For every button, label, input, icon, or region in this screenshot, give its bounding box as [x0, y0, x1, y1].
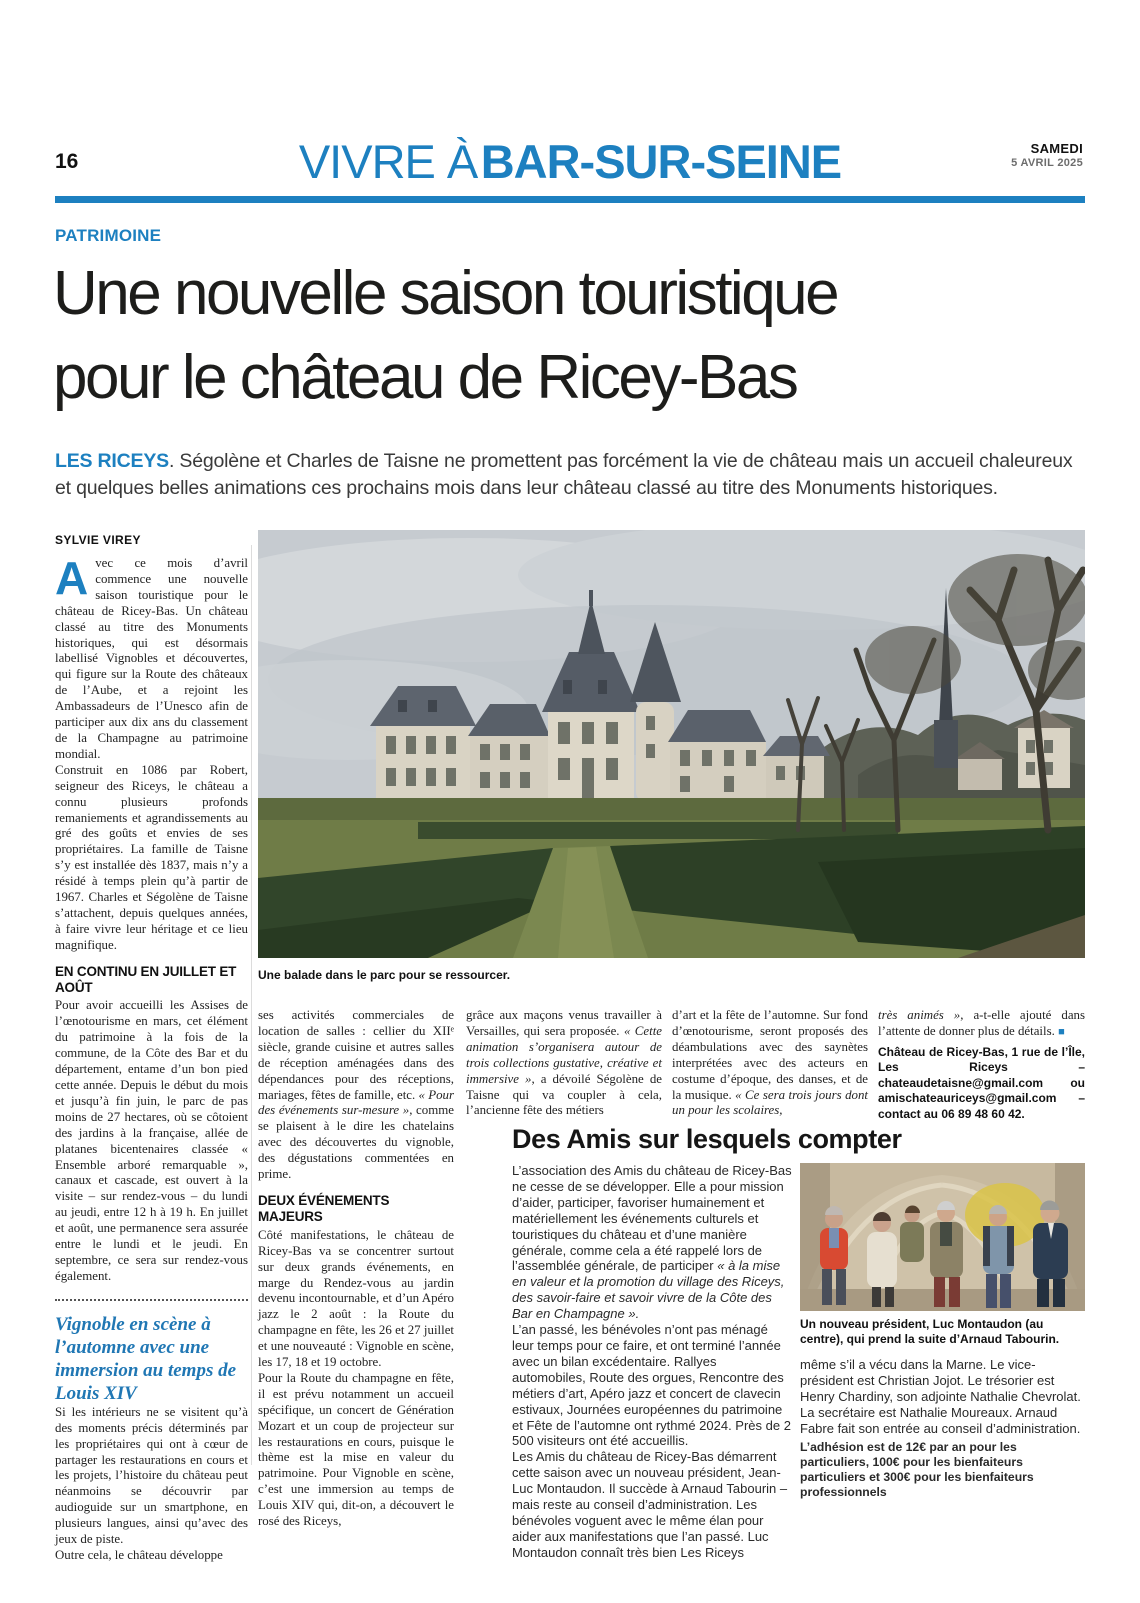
- article-column-1: [55, 552, 248, 1564]
- paragraph-text: d’art et la fête de l’automne. Sur fond d’œnotourisme, seront proposés des déambulations avec des saynètes interprétées avec des acteurs en costume d’époque, des danses, et de la musique.: [672, 1008, 868, 1102]
- paragraph: [672, 1008, 868, 1119]
- headline: [53, 252, 837, 420]
- subhead-en-continu: EN CONTINU EN JUILLET ET AOÛT: [55, 963, 237, 995]
- date-block: [1011, 141, 1083, 171]
- paragraph-text: ses activités commerciales de location de salles : cellier du XIIᵉ siècle, grande cuisine et autres salles de réception aménagées dans des dépendances pour des réceptions, mariages, fêtes de famille, etc.: [258, 1008, 454, 1102]
- paragraph-text: , comme se plaisent à le dire les chatelains avec des découvertes du vignoble, des dégustations commentées en prime.: [258, 1103, 455, 1182]
- paragraph: [55, 552, 248, 763]
- paragraph: Côté manifestations, le château de Ricey-Bas va se concentrer surtout sur deux grands événements, en marge du Rendez-vous au jardin devenu incontournable, et d’un Apéro jazz le 2 août : la Route du champagne en fête, les 26 et 27 juillet et une nouveauté : Vignoble en scène, les 17, 18 et 19 octobre.: [258, 1227, 454, 1370]
- paragraph-text: , a dévoilé Ségolène de Taisne qui va coupler à cela, l’ancienne fête des métiers: [466, 1071, 662, 1118]
- paragraph: Construit en 1086 par Robert, seigneur des Riceys, le château a connu plusieurs profonds remaniements et agrandissements au gré des goûts et envies de ses propriétaires. La famille de Taisne s’y est installée dès 1837, mais n’y a résidé à temps plein qu’à partir de 1967. Charles et Ségolène de Taisne s’attachent, depuis quelques années, à faire vivre leur héritage et ce lieu magnifique.: [55, 762, 248, 952]
- byline: SYLVIE VIREY: [55, 533, 141, 547]
- standfirst-text: . Ségolène et Charles de Taisne ne promettent pas forcément la vie de château mais un accueil chaleureux et quelques belles animations ces prochains mois dans leur château classé au titre des Monuments historiques.: [55, 450, 1073, 499]
- drop-cap: A: [55, 552, 89, 604]
- paragraph: Si les intérieurs ne se visitent qu’à des moments précis déterminés par les propriétaires qui ont à cœur de partager les restaurations en cours et les projets, l’histoire du château peut néanmoins se découvrir par audioguide sur un smartphone, en plusieurs langues, ainsi qu’avec des jeux de piste.: [55, 1404, 248, 1547]
- amis-box-title: Des Amis sur lesquels compter: [512, 1124, 902, 1154]
- paragraph: Pour avoir accueilli les Assises de l’œnotourisme en mars, cet élément du patrimoine à la fois de la commune, de la Côte des Bar et du département, entame d’un bon pied cette année. Depuis le début du mois et jusqu’à fin juin, le parc de pas moins de 27 hectares, où se côtoient des jardins à la française, allée de platanes bicentenaires classée « Ensemble arboré remarquable », canaux et cascade, est ouvert à la visite – sur rendez-vous – du lundi au jeudi, entre 12 h à 19 h. En juillet et août, une permanence sera assurée entre le lundi et le jeudi. En septembre, ce sera sur rendez-vous également.: [55, 998, 248, 1283]
- standfirst: [55, 448, 1085, 501]
- contact-info: Château de Ricey-Bas, 1 rue de l’Île, Les Riceys – chateaudetaisne@gmail.com ou amischateauriceys@gmail.com – contact au 06 89 48 60 42.: [878, 1044, 1085, 1121]
- section-masthead: [0, 134, 1140, 189]
- article-column-2: [258, 1008, 454, 1530]
- paragraph: [878, 1008, 1085, 1041]
- chateau-photo-illustration: [258, 530, 1085, 958]
- page-number: 16: [55, 150, 79, 173]
- group-photo-caption: Un nouveau président, Luc Montaudon (au centre), qui prend la suite d’Arnaud Tabourin.: [800, 1317, 1060, 1346]
- masthead-bold: BAR-SUR-SEINE: [480, 135, 842, 188]
- quote-text: « Cette animation s’organisera autour de trois collections gustative, créative et immersive »: [466, 1023, 662, 1086]
- quote-text: « Ce sera trois jours dont un pour les scolaires,: [672, 1087, 868, 1118]
- subhead-deux-evenements: DEUX ÉVÉNEMENTS MAJEURS: [258, 1192, 390, 1224]
- headline-line-2: pour le château de Ricey-Bas: [53, 343, 797, 412]
- paragraph: même s’il a vécu dans la Marne. Le vice-président est Christian Jojot. Le trésorier est Henry Chardiny, son adjointe Nathalie Chevrolat. La secrétaire est Nathalie Moureaux. Arnaud Fabre fait son entrée au conseil d’administration.: [800, 1357, 1081, 1436]
- paragraph: Pour la Route du champagne en fête, il est prévu notamment un accueil spécifique, un concert de Génération Mozart et un coup de projecteur sur les restaurations en cours, puisque le thème est la mise en valeur du patrimoine. Pour Vignoble en scène, c’est une immersion au temps de Louis XIV qui, dit-on, a découvert le rosé des Riceys,: [258, 1370, 454, 1529]
- end-of-article-marker: ■: [1058, 1025, 1065, 1038]
- quote-text: « à la mise en valeur et la promotion du village des Riceys, des savoir-faire et savoir vivre de la Côte des Bar en Champagne ».: [512, 1258, 785, 1322]
- masthead-light: VIVRE À: [298, 135, 478, 188]
- membership-note: L’adhésion est de 12€ par an pour les particuliers, 100€ pour les bienfaiteurs particuliers et 300€ pour les bienfaiteurs professionnels: [800, 1439, 1034, 1500]
- amis-box: [512, 1124, 1085, 1561]
- paragraph: Outre cela, le château développe: [55, 1547, 223, 1562]
- paragraph: Les Amis du château de Ricey-Bas démarrent cette saison avec un nouveau président, Jean-Luc Montaudon. Il succède à Arnaud Tabourin – mais reste au conseil d’administration. Les bénévoles voguent avec le même élan pour aider aux manifestations que l’an passé. Luc Montaudon connaît très bien Les Riceys: [512, 1449, 788, 1560]
- article-column-4: [672, 1008, 868, 1119]
- crosshead-vignoble: Vignoble en scène à l’automne avec une immersion au temps de Louis XIV: [55, 1299, 248, 1405]
- quote-text: « Pour des événements sur-mesure »: [258, 1087, 454, 1118]
- date: 5 AVRIL 2025: [1011, 157, 1083, 169]
- paragraph-text: , a-t-elle ajouté dans l’attente de donner plus de détails.: [878, 1008, 1086, 1038]
- kicker: PATRIMOINE: [55, 226, 162, 245]
- paragraph-text: grâce aux maçons venus travailler à Versailles, qui sera proposée.: [466, 1008, 662, 1038]
- paragraph-text: vec ce mois d’avril commence une nouvelle saison touristique pour le château de Ricey-Bas. Un château classé au titre des Monuments historiques, qui est désormais labellisé Vignobles et découvertes, qui figure sur la Route des châteaux de l’Aube, et a rejoint les Ambassadeurs de l’Unesco afin de participer aux dix ans du classement de la Champagne au patrimoine mondial.: [55, 556, 248, 761]
- group-photo: [800, 1163, 1085, 1311]
- paragraph: [466, 1008, 662, 1119]
- section-rule: [55, 196, 1085, 203]
- amis-box-text-continued: [800, 1357, 1085, 1500]
- amis-box-right: [800, 1163, 1085, 1561]
- article-column-5: [878, 1008, 1085, 1122]
- column-rule: [251, 545, 252, 1465]
- paragraph: [512, 1163, 792, 1322]
- paragraph: L’an passé, les bénévoles n’ont pas ménagé leur temps pour ce faire, et ont terminé l’année avec un bilan excédentaire. Rallyes automobiles, Route des orgues, Rencontre des métiers d’art, Apéro jazz et concert de clavecin estivaux, Journées européennes du patrimoine et Fête de l’automne ont rythmé 2024. Près de 2 500 visiteurs ont été accueillis.: [512, 1322, 791, 1449]
- headline-line-1: Une nouvelle saison touristique: [53, 259, 838, 328]
- paragraph: [258, 1008, 454, 1183]
- chateau-photo: [258, 530, 1085, 958]
- amis-box-text: [512, 1163, 792, 1561]
- article-column-3: [466, 1008, 662, 1119]
- photo-caption: Une balade dans le parc pour se ressourcer.: [258, 968, 511, 982]
- standfirst-location: LES RICEYS: [55, 450, 169, 472]
- paragraph-text: L’association des Amis du château de Ricey-Bas ne cesse de se développer. Elle a pour mission d’aider, participer, favoriser humainement et matériellement les événements culturels et touristiques du château et d’une manière générale, comme cela a été rappelé lors de l’assemblée générale, de participer: [512, 1163, 792, 1274]
- weekday: SAMEDI: [1030, 141, 1083, 156]
- quote-text: très animés »: [878, 1008, 961, 1022]
